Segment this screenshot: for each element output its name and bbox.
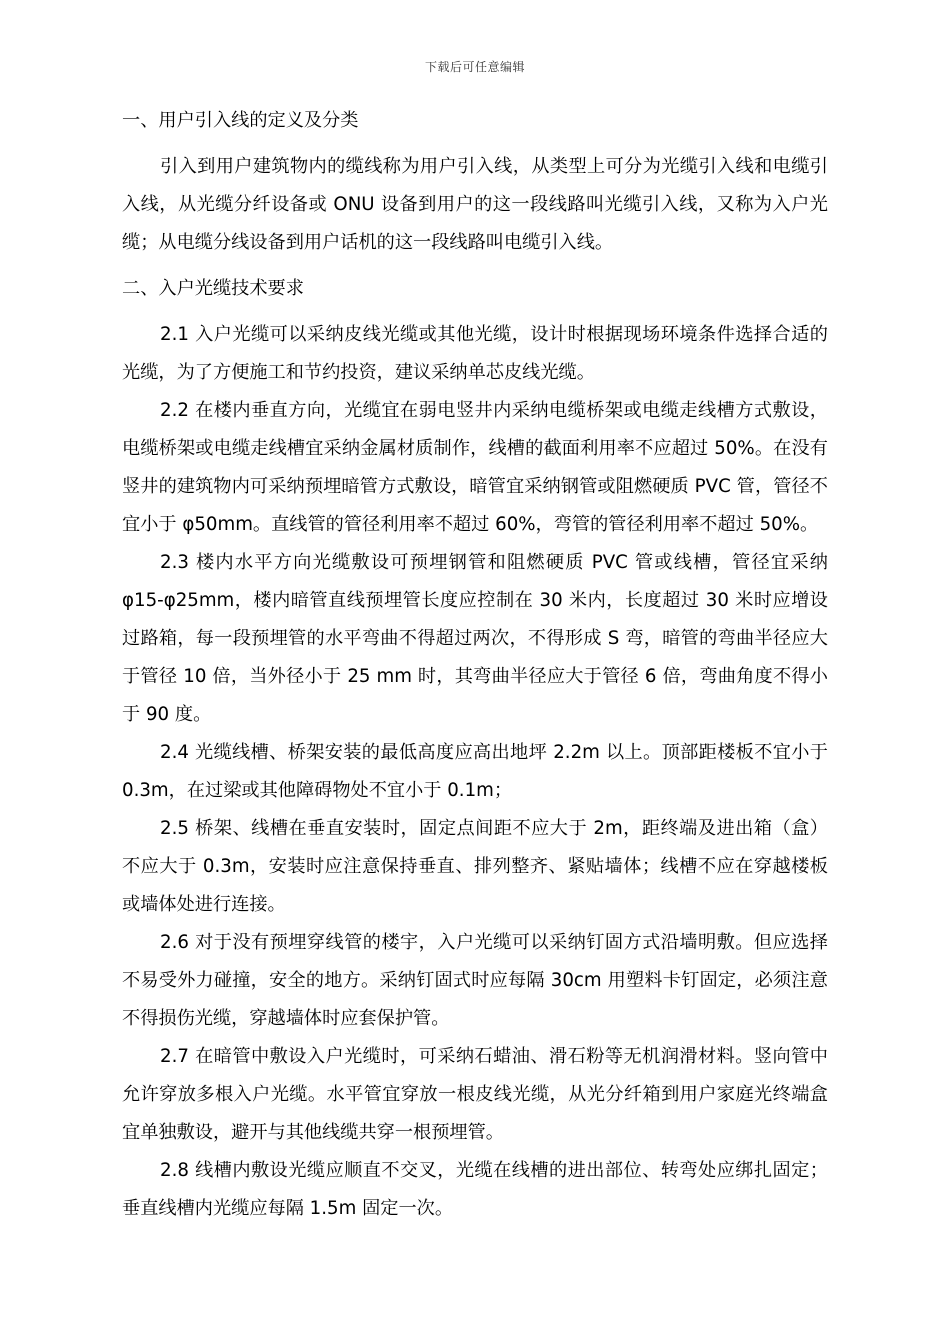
- document-body: [122, 100, 828, 1228]
- paragraph-2-8: 2.8 线槽内敷设光缆应顺直不交叉，光缆在线槽的进出部位、转弯处应绑扎固定；垂直线槽内光缆应每隔 1.5m 固定一次。: [122, 1160, 828, 1219]
- paragraph-2-7: 2.7 在暗管中敷设入户光缆时，可采纳石蜡油、滑石粉等无机润滑材料。竖向管中允许穿放多根入户光缆。水平管宜穿放一根皮线光缆，从光分纤箱到用户家庭光终端盒宜单独敷设，避开与其他线缆共穿一根预埋管。: [122, 1046, 828, 1143]
- paragraph-2-5: 2.5 桥架、线槽在垂直安装时，固定点间距不应大于 2m，距终端及进出箱（盒）不应大于 0.3m，安装时应注意保持垂直、排列整齐、紧贴墙体；线槽不应在穿越楼板或墙体处进行连接。: [122, 818, 828, 915]
- paragraph-2-3: 2.3 楼内水平方向光缆敷设可预埋钢管和阻燃硬质 PVC 管或线槽，管径宜采纳 φ15-φ25mm，楼内暗管直线预埋管长度应控制在 30 米内，长度超过 30 米时应增设过路箱，每一段预埋管的水平弯曲不得超过两次，不得形成 S 弯，暗管的弯曲半径应大于管径 10 倍，当外径小于 25 mm 时，其弯曲半径应大于管径 6 倍，弯曲角度不得小于 90 度。: [122, 552, 828, 725]
- header-note: 下载后可任意编辑: [424, 60, 525, 74]
- paragraph-2-2: 2.2 在楼内垂直方向，光缆宜在弱电竖井内采纳电缆桥架或电缆走线槽方式敷设，电缆桥架或电缆走线槽宜采纳金属材质制作，线槽的截面利用率不应超过 50%。在没有竖井的建筑物内可采纳预埋暗管方式敷设，暗管宜采纳钢管或阻燃硬质 PVC 管，管径不宜小于 φ50mm。直线管的管径利用率不超过 60%，弯管的管径利用率不超过 50%。: [122, 400, 828, 535]
- section-1-heading: 一、用户引入线的定义及分类: [122, 110, 359, 131]
- paragraph-2-4: 2.4 光缆线槽、桥架安装的最低高度应高出地坪 2.2m 以上。顶部距楼板不宜小于 0.3m，在过梁或其他障碍物处不宜小于 0.1m；: [122, 742, 828, 801]
- paragraph-2-6: 2.6 对于没有预埋穿线管的楼宇，入户光缆可以采纳钉固方式沿墙明敷。但应选择不易受外力碰撞，安全的地方。采纳钉固式时应每隔 30cm 用塑料卡钉固定，必须注意不得损伤光缆，穿越墙体时应套保护管。: [122, 932, 828, 1029]
- section-1-paragraph: 引入到用户建筑物内的缆线称为用户引入线，从类型上可分为光缆引入线和电缆引入线，从光缆分纤设备或 ONU 设备到用户的这一段线路叫光缆引入线，又称为入户光缆；从电缆分线设备到用户话机的这一段线路叫电缆引入线。: [122, 156, 828, 253]
- section-2-heading: 二、入户光缆技术要求: [122, 278, 304, 299]
- paragraph-2-1: 2.1 入户光缆可以采纳皮线光缆或其他光缆，设计时根据现场环境条件选择合适的光缆，为了方便施工和节约投资，建议采纳单芯皮线光缆。: [122, 324, 828, 383]
